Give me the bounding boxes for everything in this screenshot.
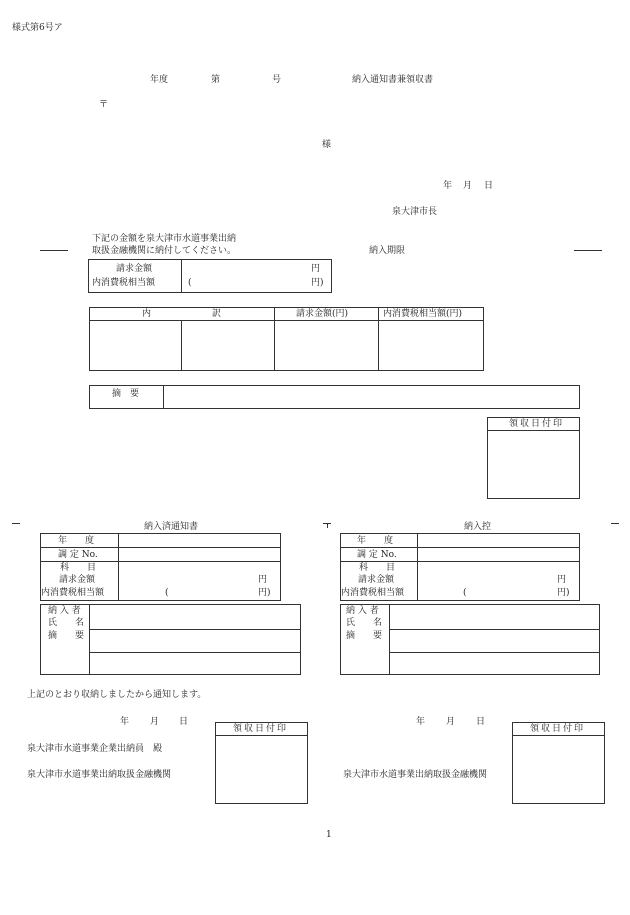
breakdown-col3: 内消費税相当額(円)	[383, 309, 463, 319]
fiscal-year-label: 年度	[150, 75, 169, 85]
stub-right-chotei: 調 定 No.	[357, 550, 397, 560]
stamp-label-top: 領収日付印	[509, 419, 565, 429]
bank-right-text: 泉大津市水道事業出納取扱金融機関	[343, 770, 488, 780]
billed-yen: 円	[311, 264, 321, 274]
stub-right-line-1	[340, 547, 580, 548]
cashier-text: 泉大津市水道事業企業出納員 殿	[27, 744, 163, 754]
billed-amount-label: 請求金額	[116, 264, 153, 274]
breakdown-col1b: 訳	[212, 309, 222, 319]
breakdown-divider-2	[274, 307, 275, 371]
stub-left-yen-close: 円)	[258, 588, 271, 598]
postal-mark: 〒	[99, 100, 109, 110]
stamp-bottom-right-line	[512, 735, 605, 736]
stub-left-payer-line-1	[89, 629, 301, 630]
stub-left-chotei: 調 定 No.	[58, 550, 98, 560]
bank-left-text: 泉大津市水道事業出納取扱金融機関	[27, 770, 172, 780]
cut-mark-left	[40, 250, 68, 251]
instruction-line1: 下記の金額を泉大津市水道事業出納	[92, 234, 237, 244]
stub-left-payer-divider	[89, 604, 90, 675]
stub-right-year: 年 度	[357, 536, 394, 546]
stub-left-paren: (	[165, 588, 169, 598]
breakdown-col2: 請求金額(円)	[296, 309, 349, 319]
bottom-right-day: 日	[476, 717, 486, 727]
stub-left-payer-label1: 納 入 者	[48, 606, 81, 616]
breakdown-col1a: 内	[142, 309, 152, 319]
stub-left-payer-label2: 氏 名	[48, 618, 85, 628]
page-title: 納入通知書兼領収書	[352, 75, 434, 85]
instruction-line2: 取扱金融機関に納付してください。	[92, 246, 237, 256]
breakdown-divider-3	[378, 307, 379, 371]
notice-text: 上記のとおり収納しましたから通知します。	[27, 690, 207, 700]
breakdown-header-line	[89, 320, 484, 321]
stub-right-kamoku: 科 目	[359, 563, 396, 573]
stub-right-title: 納入控	[464, 522, 492, 532]
stub-left-yen: 円	[258, 575, 268, 585]
stub-left-billed: 請求金額	[59, 575, 96, 585]
stub-right-billed: 請求金額	[358, 575, 395, 585]
stub-right-divider	[417, 533, 418, 601]
stamp-top-line	[487, 430, 580, 431]
date-year: 年	[443, 181, 453, 191]
bottom-left-day: 日	[179, 717, 189, 727]
stub-right-yen-close: 円)	[557, 588, 570, 598]
issuer: 泉大津市長	[392, 207, 438, 217]
stub-right-payer-line-2	[389, 652, 600, 653]
bottom-right-year: 年	[416, 717, 426, 727]
tax-paren: (	[188, 278, 192, 288]
remarks-label: 摘 要	[112, 389, 140, 399]
form-id: 様式第6号ア	[12, 23, 63, 33]
stamp-bottom-left-line	[215, 735, 308, 736]
page-number: 1	[326, 830, 332, 840]
go-label: 号	[272, 75, 282, 85]
deadline-label: 納入期限	[369, 246, 406, 256]
stub-left-tax: 内消費税相当額	[41, 588, 105, 598]
cut-mark-lower-right	[611, 523, 619, 524]
stub-left-year: 年 度	[58, 536, 95, 546]
stub-left-line-1	[40, 547, 281, 548]
stub-right-paren: (	[463, 588, 467, 598]
stub-right-payer-divider	[389, 604, 390, 675]
cut-mark-right	[574, 250, 602, 251]
stub-right-tax: 内消費税相当額	[341, 588, 405, 598]
tax-amount-label: 内消費税相当額	[92, 278, 156, 288]
stamp-label-bottom-right: 領収日付印	[530, 724, 586, 734]
stub-left-title: 納入済通知書	[144, 522, 199, 532]
stub-right-remarks: 摘 要	[346, 631, 383, 641]
bottom-left-month: 月	[150, 717, 160, 727]
cut-mark-lower-left	[12, 523, 20, 524]
amount-box-divider	[181, 259, 182, 293]
stub-right-payer-label2: 氏 名	[346, 618, 383, 628]
stub-left-divider	[118, 533, 119, 601]
date-day: 日	[484, 181, 494, 191]
stub-right-payer-line-1	[389, 629, 600, 630]
tax-yen: 円)	[311, 278, 324, 288]
stub-right-payer-label1: 納 入 者	[346, 606, 379, 616]
stub-right-yen: 円	[557, 575, 567, 585]
remarks-divider	[163, 385, 164, 409]
stamp-label-bottom-left: 領収日付印	[233, 724, 289, 734]
bottom-left-year: 年	[120, 717, 130, 727]
bottom-right-month: 月	[446, 717, 456, 727]
cut-mark-center-v	[327, 523, 328, 528]
stub-left-kamoku: 科 目	[60, 563, 97, 573]
sama-label: 様	[322, 140, 332, 150]
stub-left-line-2	[40, 561, 281, 562]
stub-left-remarks: 摘 要	[48, 631, 85, 641]
stub-left-payer-line-2	[89, 652, 301, 653]
date-month: 月	[463, 181, 473, 191]
stub-right-line-2	[340, 561, 580, 562]
breakdown-divider-1	[181, 320, 182, 371]
dai-label: 第	[211, 75, 221, 85]
